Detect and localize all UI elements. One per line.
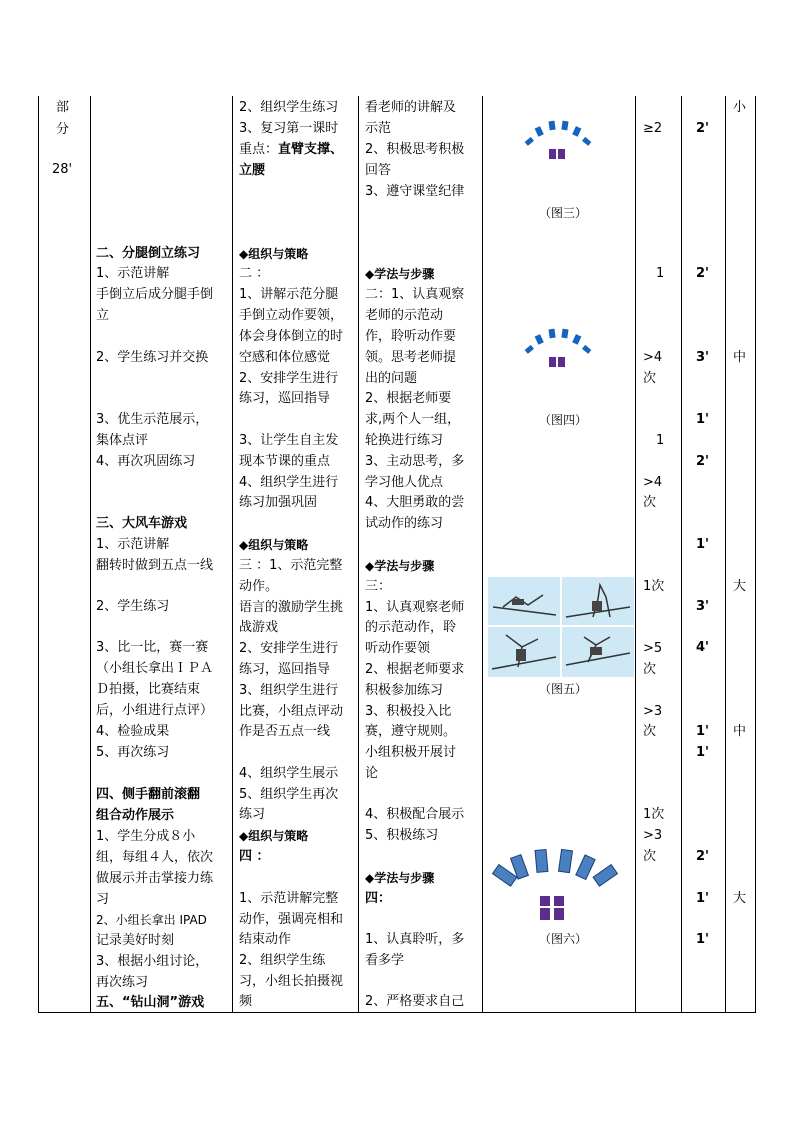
col2-line: 组，每组４人，依次: [96, 850, 214, 865]
table-left-border: [38, 96, 39, 1013]
col4-line: 5、积极练习: [365, 828, 439, 843]
col4-line: 轮换进行练习: [365, 433, 444, 448]
count-value: 1次: [643, 807, 665, 822]
col-divider-2: [232, 96, 233, 1013]
col2-line: 集体点评: [96, 433, 149, 448]
time-value: 4': [696, 640, 710, 655]
count-value: >4: [643, 350, 663, 365]
strategy-heading: ◆组织与策略: [239, 247, 309, 261]
col4-line: 看老师的讲解及: [365, 100, 457, 115]
col3-line: 动作，强调亮相和: [239, 912, 344, 927]
time-value: 2': [696, 849, 710, 864]
col3-line: 5、组织学生再次: [239, 787, 339, 802]
col4-line: 示范: [365, 121, 392, 136]
col3-line: 频: [239, 994, 253, 1009]
key-point-label: 重点：: [239, 142, 279, 157]
part-time: 28': [52, 162, 73, 177]
method-heading: ◆学法与步骤: [365, 559, 435, 573]
col3-line: 习，小组长拍摄视: [239, 974, 344, 989]
col2-line: 1、学生分成８小: [96, 829, 196, 844]
col3-key-point: [239, 140, 343, 160]
col3-line: 战游戏: [239, 620, 279, 635]
col3-line: 手倒立动作要领，: [239, 308, 344, 323]
col3-line: 语言的激励学生挑: [239, 600, 344, 615]
col2-line: 1、示范讲解: [96, 266, 170, 281]
col2-line: Ｄ拍摄，比赛结束: [96, 682, 201, 697]
col4-line: 听动作要领: [365, 641, 431, 656]
col2-line: 3、优生示范展示，: [96, 412, 209, 427]
count-value: 1: [656, 266, 665, 281]
figure-3-caption: （图三）: [539, 206, 588, 220]
time-value: 1': [696, 745, 710, 760]
col4-line: 四：: [365, 891, 392, 906]
col2-line: 2、学生练习并交换: [96, 350, 209, 365]
col3-line: 3、组织学生进行: [239, 683, 339, 698]
col4-line: 2、根据老师要: [365, 391, 452, 406]
col4-line: 2、根据老师要求: [365, 662, 465, 677]
intensity-value: 大: [733, 891, 747, 906]
count-value: 1次: [643, 579, 665, 594]
col3-line: 比赛，小组点评动: [239, 704, 344, 719]
time-value: 1': [696, 891, 710, 906]
count-value: >3: [643, 704, 663, 719]
intensity-value: 中: [733, 350, 747, 365]
col4-line: 出的问题: [365, 371, 418, 386]
col3-line: 空感和体位感觉: [239, 350, 331, 365]
col2-line: 翻转时做到五点一线: [96, 558, 214, 573]
col2-line: 3、根据小组讨论，: [96, 954, 209, 969]
formation-diagram-6: [490, 844, 620, 924]
col3-line: 四 ：: [239, 849, 270, 864]
col-divider-3: [358, 96, 359, 1013]
col2-line: 立: [96, 308, 110, 323]
col4-line: 领。思考老师提: [365, 350, 457, 365]
figure-4-caption: （图四）: [539, 413, 588, 427]
col3-line: 练习，巡回指导: [239, 662, 331, 677]
col4-line: 老师的示范动: [365, 308, 444, 323]
col3-line: 3、复习第一课时: [239, 121, 339, 136]
time-value: 2': [696, 121, 710, 136]
col3-line: 三 ：1、示范完整: [239, 558, 343, 573]
col3-line: 动作。: [239, 579, 279, 594]
count-value: >4: [643, 475, 663, 490]
col4-line: 4、大胆勇敢的尝: [365, 495, 465, 510]
col4-line: 3、积极投入比: [365, 704, 452, 719]
intensity-value: 小: [733, 100, 747, 115]
col3-line: 2、安排学生进行: [239, 371, 339, 386]
table-right-border: [755, 96, 756, 1013]
count-value: >3: [643, 828, 663, 843]
col4-line: 求,两个人一组，: [365, 412, 461, 427]
col2-line: 后，小组进行点评）: [96, 703, 214, 718]
col3-line: 练习: [239, 807, 266, 822]
col4-line: 4、积极配合展示: [365, 807, 465, 822]
col4-line: 3、遵守课堂纪律: [365, 184, 465, 199]
section-3-title: 三、大风车游戏: [96, 516, 188, 531]
col-divider-6: [681, 96, 682, 1013]
col3-line: 练习，巡回指导: [239, 391, 331, 406]
intensity-value: 中: [733, 724, 747, 739]
col4-line: 小组积极开展讨: [365, 745, 457, 760]
col2-line: 5、再次练习: [96, 745, 170, 760]
time-value: 1': [696, 412, 710, 427]
col2-line: 1、示范讲解: [96, 537, 170, 552]
col3-line: 4、组织学生展示: [239, 766, 339, 781]
cartwheel-illustrations: [488, 577, 634, 677]
col2-line: 4、再次巩固练习: [96, 454, 196, 469]
time-value: 1': [696, 537, 710, 552]
count-value: ≥2: [643, 121, 663, 136]
col4-line: 三：: [365, 579, 392, 594]
method-heading: ◆学法与步骤: [365, 871, 435, 885]
col4-line: 学习他人优点: [365, 475, 444, 490]
part-label-2: 分: [56, 122, 70, 137]
col3-line: 2、组织学生练习: [239, 100, 339, 115]
section-4-title: 四、侧手翻前滚翻: [96, 787, 201, 802]
formation-diagram-3: [520, 117, 596, 161]
count-value: >5: [643, 641, 663, 656]
col-divider-5: [635, 96, 636, 1013]
col4-line: 回答: [365, 163, 392, 178]
method-heading: ◆学法与步骤: [365, 267, 435, 281]
col4-line: 1、认真观察老师: [365, 600, 465, 615]
time-value: 1': [696, 724, 710, 739]
strategy-heading: ◆组织与策略: [239, 829, 309, 843]
col4-line: 2、积极思考积极: [365, 142, 465, 157]
col-divider-4: [482, 96, 483, 1013]
col2-line: 再次练习: [96, 975, 149, 990]
col2-line: 手倒立后成分腿手倒: [96, 287, 214, 302]
col2-line: 3、比一比，赛一赛: [96, 640, 209, 655]
col4-line: 1、认真聆听，多: [365, 932, 465, 947]
col3-line: 立腰: [239, 163, 266, 178]
col2-line: 2、学生练习: [96, 599, 170, 614]
time-value: 3': [696, 350, 710, 365]
figure-6-caption: （图六）: [539, 932, 588, 946]
col-divider-7: [725, 96, 726, 1013]
col2-line: 做展示并击掌接力练: [96, 871, 214, 886]
col3-line: 体会身体倒立的时: [239, 329, 344, 344]
col2-line: 2、小组长拿出 IPAD: [96, 913, 207, 927]
col3-line: 二 ：: [239, 266, 270, 281]
time-value: 1': [696, 932, 710, 947]
col3-line: 作是否五点一线: [239, 724, 331, 739]
count-value: 次: [643, 724, 657, 739]
count-value: 1: [656, 433, 665, 448]
section-2-title: 二、分腿倒立练习: [96, 246, 201, 261]
col2-line: 4、检验成果: [96, 724, 170, 739]
col3-line: 2、组织学生练: [239, 953, 326, 968]
count-value: 次: [643, 662, 657, 677]
col4-line: 赛，遵守规则。: [365, 724, 457, 739]
col3-line: 1、讲解示范分腿: [239, 287, 339, 302]
time-value: 2': [696, 266, 710, 281]
formation-diagram-4: [520, 325, 596, 369]
col4-line: 看多学: [365, 953, 405, 968]
figure-5-caption: （图五）: [539, 682, 588, 696]
col2-line: 习: [96, 892, 110, 907]
section-5-title: 五、“钻山洞”游戏: [96, 995, 205, 1010]
intensity-value: 大: [733, 579, 747, 594]
col4-line: 3、主动思考，多: [365, 454, 465, 469]
col3-line: 1、示范讲解完整: [239, 891, 339, 906]
col3-line: 4、组织学生进行: [239, 475, 339, 490]
col3-line: 练习加强巩固: [239, 495, 318, 510]
col3-line: 3、让学生自主发: [239, 433, 339, 448]
col4-line: 作，聆听动作要: [365, 329, 457, 344]
col-divider-1: [90, 96, 91, 1013]
count-value: 次: [643, 495, 657, 510]
col2-line: 记录美好时刻: [96, 933, 175, 948]
part-label: 部: [56, 100, 70, 115]
col4-line: 2、严格要求自己: [365, 994, 465, 1009]
key-point-value: 直臂支撑、: [278, 142, 344, 157]
col4-line: 积极参加练习: [365, 683, 444, 698]
section-4-title-2: 组合动作展示: [96, 808, 175, 823]
col4-line: 论: [365, 766, 379, 781]
col2-line: （小组长拿出ＩＰＡ: [96, 661, 214, 676]
time-value: 3': [696, 599, 710, 614]
col4-line: 二：1、认真观察: [365, 287, 465, 302]
count-value: 次: [643, 371, 657, 386]
col3-line: 现本节课的重点: [239, 454, 331, 469]
strategy-heading: ◆组织与策略: [239, 538, 309, 552]
col4-line: 的示范动作，聆: [365, 620, 457, 635]
col3-line: 结束动作: [239, 932, 292, 947]
col4-line: 试动作的练习: [365, 516, 444, 531]
count-value: 次: [643, 849, 657, 864]
time-value: 2': [696, 454, 710, 469]
col3-line: 2、安排学生进行: [239, 641, 339, 656]
